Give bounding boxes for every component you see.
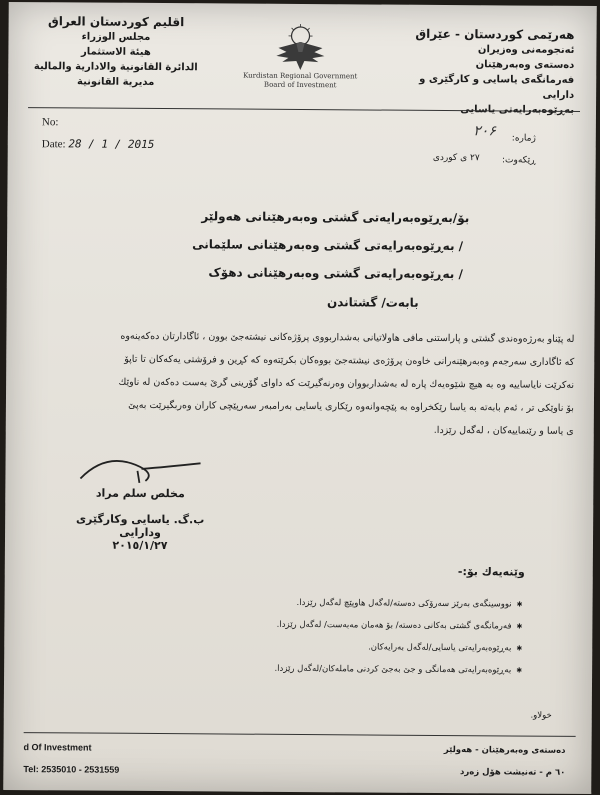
body-line: لە پێناو بەرژەوەندی گشتی و پاراستنی مافی هاولاتیانی بەشداربووی پرۆژەکانی نیشتەجێ بوون ، ئاگادارتان دەکەینەوە bbox=[120, 330, 575, 345]
date-label-kurdish: ڕێکەوت: bbox=[501, 155, 536, 166]
footer-english bbox=[23, 736, 119, 781]
cc-item: ✱ فەرمانگەی گشتی بەکانی دەستە/ بۆ هەمان مەبەست/ لەگەل رێزدا. bbox=[142, 613, 522, 638]
signatory-name: مخلص سلم مراد bbox=[95, 486, 185, 501]
body-line: بۆ ناوێکی تر ، ئەم بابەتە بە یاسا رێکخراوە بە پێچەوانەوە رێکاری یاسایی بەرامبەر سەرپێچی کاران وەربگیرێت بەپێ bbox=[128, 399, 574, 414]
letterhead-line: هەرێمی کوردستان - عێراق bbox=[415, 26, 575, 42]
cc-item: ✱ بەڕێوەبەرایەتی یاسایی/لەگەل بەرایەکان. bbox=[142, 635, 522, 660]
body-line: ی یاسا و رێنماییەکان ، لەگەل رێزدا. bbox=[433, 424, 574, 437]
letter-body bbox=[44, 324, 575, 443]
emblem-caption: Kurdistan Regional Government bbox=[243, 71, 358, 81]
signature-scribble bbox=[75, 450, 205, 491]
cc-item: ✱ بەڕێوەبەرایەتی هەمانگی و جێ بەجێ کردنی ماملەکان/لەگەل رێزدا. bbox=[142, 657, 522, 682]
typist-initials: خولاو. bbox=[530, 710, 552, 721]
emblem-caption: Board of Investment bbox=[263, 80, 337, 90]
signature-date: ٢٠١٥/١/٢٧ bbox=[112, 538, 168, 553]
addressee-line: / بەڕێوەبەرایەتی گشتی وەبەرهێنانی سلێمانی bbox=[192, 237, 464, 254]
letterhead-line: ئەنجومەنی وەزیران bbox=[477, 44, 575, 56]
footer-kurdish bbox=[444, 739, 566, 784]
cc-list bbox=[142, 591, 523, 682]
date-value-kurdish: ٢٧ ی كوردی bbox=[432, 152, 480, 164]
addressee-line: بۆ/بەڕێوەبەرایەتی گشتی وەبەرهێنانی هەولێر bbox=[201, 209, 470, 226]
number-label: No: bbox=[41, 116, 59, 129]
letterhead-line: بەڕێوەبەرایەتی یاسایی bbox=[460, 104, 575, 116]
footer-line: Tel: 2535010 - 2531559 bbox=[23, 764, 120, 775]
letterhead-line: اقليم كوردستان العراق bbox=[47, 14, 185, 30]
letterhead-kurdish bbox=[399, 27, 575, 118]
letterhead-line: هيئة الاستثمار bbox=[80, 46, 151, 58]
footer-line: ٦٠ م - تەنیشت هۆل زەرد bbox=[459, 767, 566, 778]
ref-label-kurdish: ژمارە: bbox=[511, 133, 536, 144]
letterhead-line: فەرمانگەی یاسایی و کارگێری و دارایی bbox=[419, 73, 575, 101]
letterhead-arabic bbox=[28, 14, 204, 90]
date-field bbox=[42, 137, 155, 151]
addressee-line: / بەڕێوەبەرایەتی گشتی وەبەرهێنانی دهۆک bbox=[208, 265, 463, 282]
kurdistan-emblem-icon bbox=[272, 22, 328, 72]
ref-value: ۲۰۶ bbox=[473, 123, 496, 140]
signatory-title: ب.گ. یاسایی وکارگێری ودارایی bbox=[75, 512, 205, 540]
letterhead-line: دەستەی وەبەرهێنان bbox=[475, 59, 575, 71]
cc-title: وێنەیەك بۆ:- bbox=[457, 565, 525, 579]
body-line: نەکرێت نایاساییە وە بە هیچ شێوەیەك پارە لە بەشداربووان وەرنەگیرێت کە داوای گۆرینی گرێ بەست دەکەن لە ناوێك bbox=[118, 376, 575, 391]
document-page bbox=[3, 2, 596, 794]
body-line: کە ئاگاداری سەرجەم وەبەرهێنەرانی خاوەن پرۆژەی نیشتەجێ بووەکان بکرێتەوە کە کڕین و فرۆشتی یەکەکان تا تاپۆ bbox=[124, 353, 575, 368]
date-value: 28 / 1 / 2015 bbox=[68, 137, 155, 151]
letterhead-line: الدائرة القانونية والادارية والمالية bbox=[33, 61, 198, 74]
footer-line: d Of Investment bbox=[23, 742, 92, 753]
cc-item: ✱ نووسینگەی بەرێز سەرۆکی دەستە/لەگەل هاوپێچ لەگەل رێزدا. bbox=[142, 591, 522, 616]
date-label: Date: bbox=[41, 138, 66, 151]
subject-line: بابەت/ گشتاندن bbox=[326, 295, 419, 310]
letterhead-line: مجلس الوزراء bbox=[81, 31, 151, 43]
letterhead-line: مديرية القانونية bbox=[77, 76, 155, 88]
footer-line: دەستەی وەبەرهێنان - هەولێر bbox=[443, 745, 566, 756]
emblem bbox=[240, 22, 360, 91]
